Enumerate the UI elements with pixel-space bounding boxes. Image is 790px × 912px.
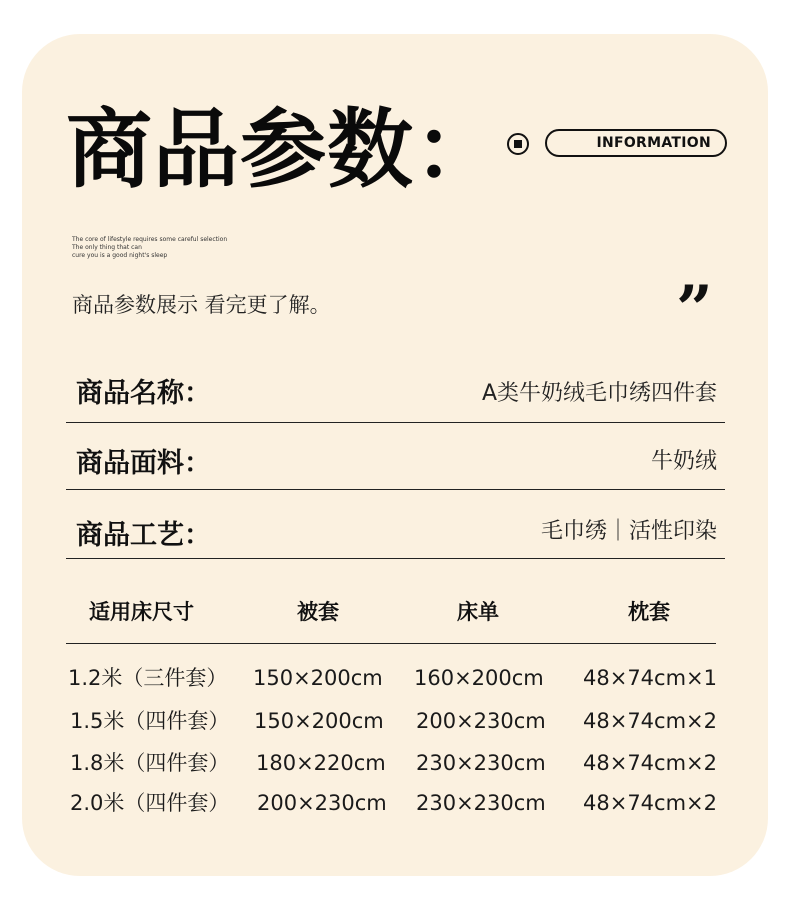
quote-glyph: ” <box>676 272 713 347</box>
table-row <box>0 703 790 739</box>
table-cell: 1.5米（四件套） <box>70 709 230 733</box>
tagline <box>72 236 227 260</box>
table-cell: 230×230cm <box>416 791 546 815</box>
table-row <box>0 745 790 781</box>
table-cell: 1.8米（四件套） <box>70 751 230 775</box>
table-row <box>0 660 790 696</box>
param-row-material <box>66 440 725 490</box>
square-dot-icon <box>507 133 529 155</box>
param-label: 商品名称： <box>76 378 211 409</box>
size-table-header <box>66 588 716 644</box>
column-header: 被套 <box>297 600 339 624</box>
table-cell: 48×74cm×1 <box>583 666 717 690</box>
table-cell: 2.0米（四件套） <box>70 791 230 815</box>
table-cell: 160×200cm <box>414 666 544 690</box>
table-cell: 1.2米（三件套） <box>68 666 228 690</box>
column-header: 适用床尺寸 <box>89 600 194 624</box>
table-cell: 180×220cm <box>256 751 386 775</box>
table-cell: 150×200cm <box>253 666 383 690</box>
page-title: 商品参数： <box>66 100 501 200</box>
tagline-line: The core of lifestyle requires some careful selection <box>72 236 228 243</box>
tagline-line: cure you is a good night's sleep <box>72 252 168 259</box>
param-row-craft <box>66 510 725 559</box>
param-label: 商品面料： <box>76 448 211 479</box>
table-cell: 48×74cm×2 <box>583 751 717 775</box>
table-cell: 200×230cm <box>257 791 387 815</box>
param-row-name <box>66 368 725 423</box>
table-cell: 150×200cm <box>254 709 384 733</box>
param-value: 牛奶绒 <box>650 449 717 474</box>
column-header: 床单 <box>457 600 499 624</box>
param-label: 商品工艺： <box>76 520 211 551</box>
table-cell: 48×74cm×2 <box>583 709 717 733</box>
param-value: A类牛奶绒毛巾绣四件套 <box>481 381 717 406</box>
quote-icon <box>676 270 713 350</box>
information-badge: INFORMATION <box>545 129 727 157</box>
column-header: 枕套 <box>628 600 670 624</box>
tagline-line: The only thing that can <box>72 244 142 251</box>
param-value: 毛巾绣｜活性印染 <box>540 519 717 544</box>
table-cell: 48×74cm×2 <box>583 791 717 815</box>
intro-text: 商品参数展示 看完更了解。 <box>72 293 331 317</box>
table-cell: 200×230cm <box>416 709 546 733</box>
table-cell: 230×230cm <box>416 751 546 775</box>
table-row <box>0 785 790 821</box>
